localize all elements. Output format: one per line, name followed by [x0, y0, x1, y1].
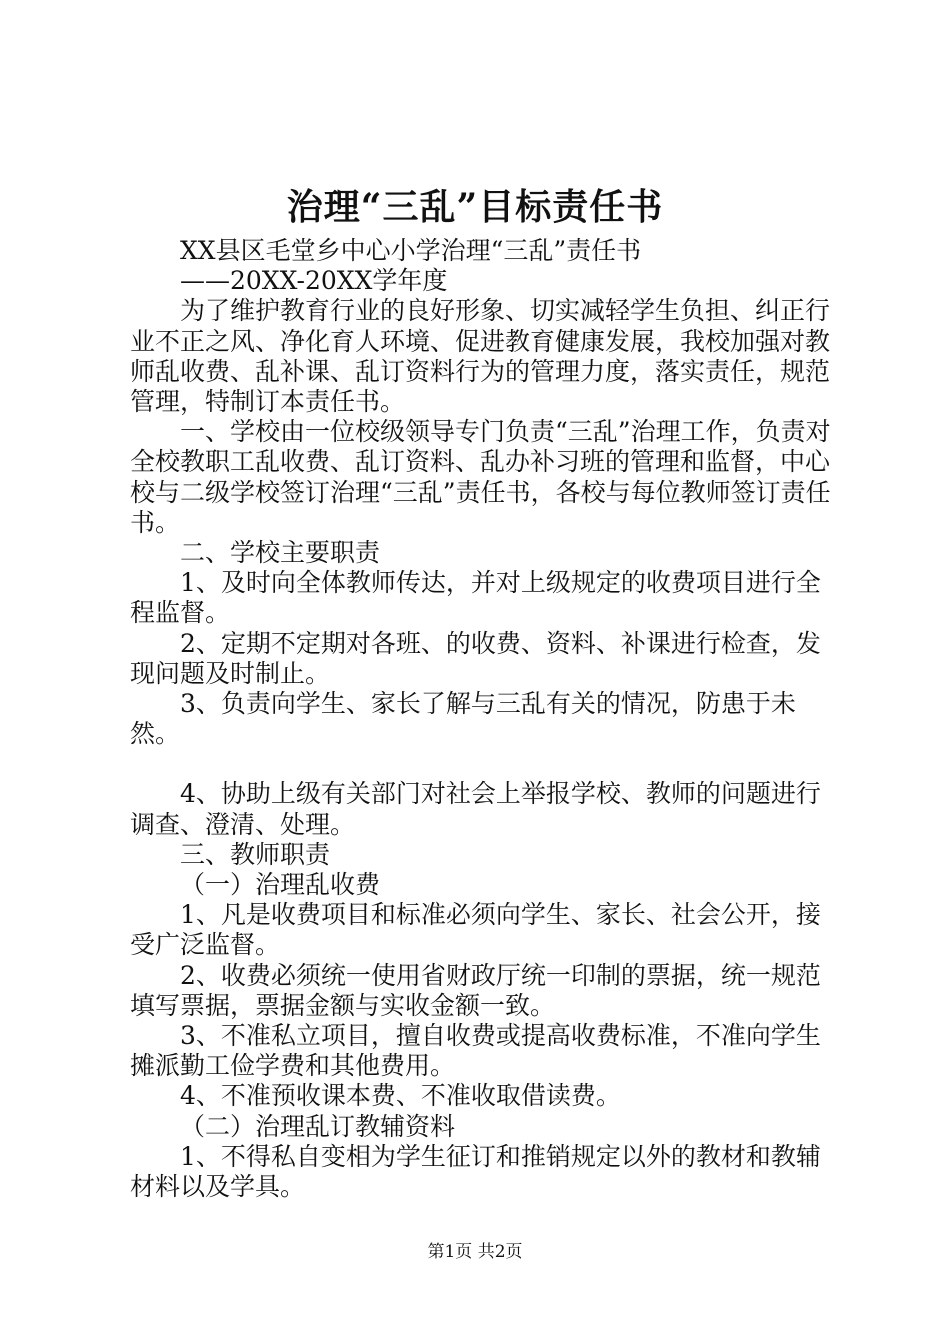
page-number: 第1页 共2页 — [427, 1242, 523, 1262]
paragraph-section-1: 一、学校由一位校级领导专门负责“三乱”治理工作，负责对全校教职工乱收费、乱订资料、乱办补习班的管理和监督，中心校与二级学校签订治理“三乱”责任书，各校与每位教师签订责任书。 — [130, 417, 831, 537]
paragraph-duty-3: 3、负责向学生、家长了解与三乱有关的情况，防患于未然。 — [130, 689, 796, 749]
heading-teacher-duties: 三、教师职责 — [180, 839, 331, 869]
paragraph-duty-4: 4、协助上级有关部门对社会上举报学校、教师的问题进行调查、澄清、处理。 — [130, 779, 821, 839]
paragraph-duty-2: 2、定期不定期对各班、的收费、资料、补课进行检查，发现问题及时制止。 — [130, 628, 821, 688]
paragraph-school-year: ——20XX-20XX学年度 — [180, 266, 448, 296]
paragraph-fee-1: 1、凡是收费项目和标准必须向学生、家长、社会公开，接受广泛监督。 — [130, 900, 821, 960]
paragraph-intro: 为了维护教育行业的良好形象、切实减轻学生负担、纠正行业不正之风、净化育人环境、促进教育健康发展，我校加强对教师乱收费、乱补课、乱订资料行为的管理力度，落实责任，规范管理，特制订本责任书。 — [130, 296, 831, 417]
paragraph-duty-1: 1、及时向全体教师传达，并对上级规定的收费项目进行全程监督。 — [130, 568, 821, 628]
paragraph-subtitle: XX县区毛堂乡中心小学治理“三乱”责任书 — [180, 236, 642, 265]
paragraph-fee-4: 4、不准预收课本费、不准收取借读费。 — [180, 1081, 621, 1111]
paragraph-fee-3: 3、不准私立项目，擅自收费或提高收费标准，不准向学生摊派勤工俭学费和其他费用。 — [130, 1021, 821, 1081]
document-body — [130, 236, 842, 1202]
heading-school-duties: 二、学校主要职责 — [180, 538, 381, 568]
document-title: 治理“三乱”目标责任书 — [286, 186, 664, 228]
heading-materials: （二）治理乱订教辅资料 — [180, 1111, 456, 1141]
paragraph-fee-2: 2、收费必须统一使用省财政厅统一印制的票据，统一规范填写票据，票据金额与实收金额一致。 — [130, 960, 821, 1020]
heading-fees: （一）治理乱收费 — [180, 870, 381, 900]
paragraph-material-1: 1、不得私自变相为学生征订和推销规定以外的教材和教辅材料以及学具。 — [130, 1141, 821, 1202]
